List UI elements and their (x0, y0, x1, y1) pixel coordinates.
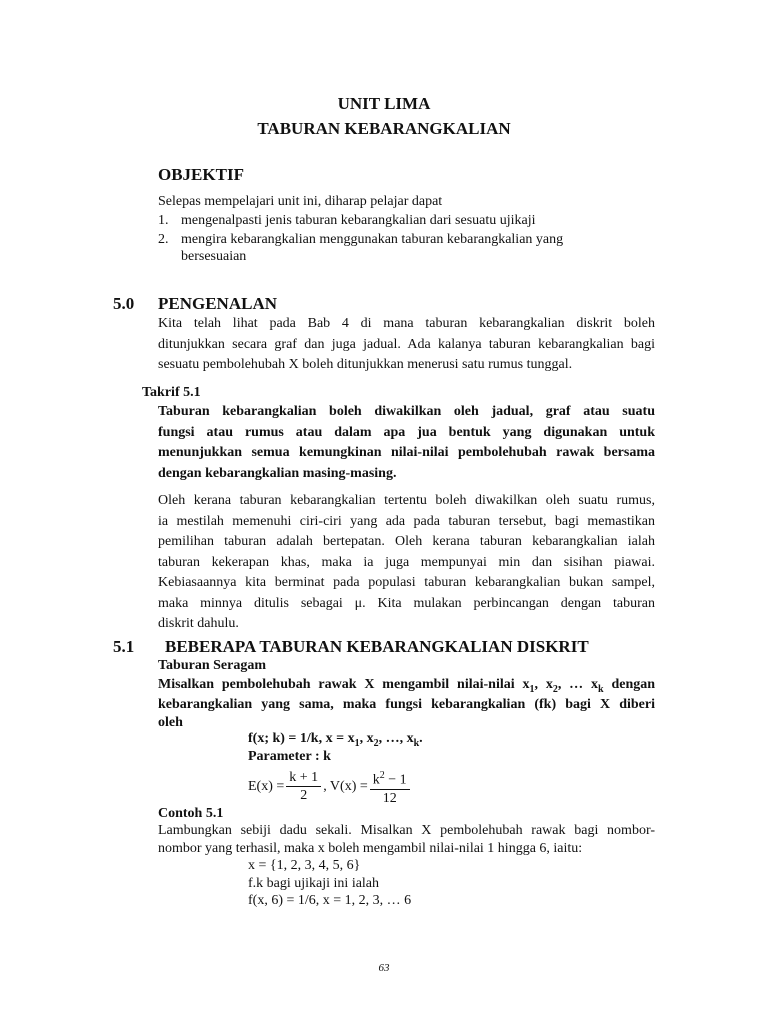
variance-numerator-rest: − 1 (384, 772, 407, 788)
paragraph-2-line-7: diskrit dahulu. (158, 616, 239, 631)
objektif-item-1-num: 1. (158, 213, 169, 228)
parameter-label: Parameter : k (248, 749, 331, 764)
taburan-seragam-heading: Taburan Seragam (158, 658, 267, 673)
mean-lhs: E(x) = (248, 778, 285, 794)
mean-variance-formula (248, 767, 412, 807)
objektif-heading: OBJEKTIF (158, 165, 244, 184)
pmf-subscript-k: k (413, 737, 420, 749)
variance-numerator (370, 767, 410, 790)
section-5-0-number: 5.0 (113, 294, 135, 313)
page-number: 63 (378, 962, 390, 974)
subscript-1: 1 (529, 683, 535, 695)
objektif-intro: Selepas mempelajari unit ini, diharap pelajar dapat (158, 194, 443, 209)
contoh-pmf-intro: f.k bagi ujikaji ini ialah (248, 876, 380, 891)
paragraph-2-line-4: taburan kekerapan khas, maka ia juga mempunyai min dan sisihan piawai. (158, 554, 655, 570)
section-5-0-line-2: ditunjukkan secara graf dan juga jadual. Ada kalanya taburan kebarangkalian bagi (158, 336, 655, 352)
takrif-body (158, 402, 655, 484)
contoh-line-2: nombor yang terhasil, maka x boleh mengambil nilai-nilai 1 hingga 6, iaitu: (158, 841, 583, 856)
pmf-text-b: , x (359, 731, 374, 746)
variance-fraction (370, 767, 410, 807)
definition-line-1-text-a: Misalkan pembolehubah rawak X mengambil nilai-nilai x (158, 677, 530, 692)
definition-line-1-text-d: dengan (603, 677, 656, 692)
definition-line-2: kebarangkalian yang sama, maka fungsi kebarangkalian (fk) bagi X diberi (158, 697, 655, 712)
objektif-item-2-num: 2. (158, 232, 169, 247)
section-5-1-heading: BEBERAPA TABURAN KEBARANGKALIAN DISKRIT (165, 637, 589, 656)
objektif-item-2-text-cont: bersesuaian (181, 249, 247, 264)
takrif-line-3: menunjukkan semua kemungkinan nilai-nilai pembolehubah rawak bersama (158, 445, 655, 460)
variance-denominator: 12 (382, 790, 397, 806)
paragraph-2-line-1: Oleh kerana taburan kebarangkalian tertentu boleh diwakilkan oleh suatu rumus, (158, 493, 655, 508)
variance-numerator-k: k (372, 772, 380, 788)
pmf-text-d: . (419, 731, 423, 746)
contoh-sample-space: x = {1, 2, 3, 4, 5, 6} (248, 858, 361, 873)
contoh-pmf-formula: f(x, 6) = 1/6, x = 1, 2, 3, … 6 (248, 893, 412, 908)
subscript-k: k (598, 683, 604, 695)
paragraph-2-line-5: Kebiasaannya kita berminat pada populasi taburan kebarangkalian bukan sampel, (158, 575, 655, 590)
takrif-line-4: dengan kebarangkalian masing-masing. (158, 465, 397, 481)
section-5-0-paragraph (158, 314, 655, 376)
title-line-1: UNIT LIMA (337, 94, 431, 113)
body-paragraph-2 (158, 491, 655, 635)
definition-line-1-text-b: , x (534, 677, 553, 692)
mean-denominator: 2 (300, 788, 308, 804)
takrif-line-2: fungsi atau rumus atau dalam apa jua bentuk yang digunakan untuk (158, 424, 655, 440)
section-5-0-line-3: sesuatu pembolehubah X boleh ditunjukkan menerusi satu rumus tunggal. (158, 357, 573, 372)
definition-line-1-text-c: , … x (557, 677, 599, 692)
objektif-item-1-text: mengenalpasti jenis taburan kebarangkalian dari sesuatu ujikaji (181, 213, 536, 228)
variance-numerator-exponent: 2 (379, 770, 385, 781)
subscript-2: 2 (552, 683, 558, 695)
title-line-2: TABURAN KEBARANGKALIAN (257, 119, 511, 138)
contoh-line-1: Lambungkan sebiji dadu sekali. Misalkan X pembolehubah rawak bagi nombor- (158, 823, 655, 838)
objektif-item-2-text: mengira kebarangkalian menggunakan taburan kebarangkalian yang (181, 232, 564, 247)
pmf-text-c: , …, x (378, 731, 414, 746)
mean-fraction (286, 769, 321, 804)
definition-line-3: oleh (158, 715, 183, 730)
section-5-0-line-1: Kita telah lihat pada Bab 4 di mana taburan kebarangkalian diskrit boleh (158, 316, 655, 331)
section-5-1-number: 5.1 (113, 637, 135, 656)
uniform-pmf-formula (248, 731, 423, 749)
takrif-line-1: Taburan kebarangkalian boleh diwakilkan oleh jadual, graf atau suatu (158, 404, 655, 419)
paragraph-2-line-3: pemilihan taburan adalah bertepatan. Oleh kerana taburan kebarangkalian ialah (158, 534, 655, 549)
section-5-0-heading: PENGENALAN (158, 294, 278, 313)
paragraph-2-line-2: ia mestilah memenuhi ciri-ciri yang ada pada taburan tersebut, bagi memastikan (158, 513, 655, 529)
definition-line-1 (158, 677, 655, 695)
takrif-label: Takrif 5.1 (142, 385, 201, 400)
pmf-text-a: f(x; k) = 1/k, x = x (248, 731, 355, 746)
contoh-label: Contoh 5.1 (158, 806, 224, 821)
mean-numerator: k + 1 (286, 769, 321, 787)
paragraph-2-line-6: maka minnya ditulis sebagai μ. Kita mulakan perbincangan dengan taburan (158, 595, 655, 611)
pmf-subscript-2: 2 (373, 737, 379, 749)
variance-lhs: , V(x) = (323, 778, 368, 794)
pmf-subscript-1: 1 (354, 737, 360, 749)
